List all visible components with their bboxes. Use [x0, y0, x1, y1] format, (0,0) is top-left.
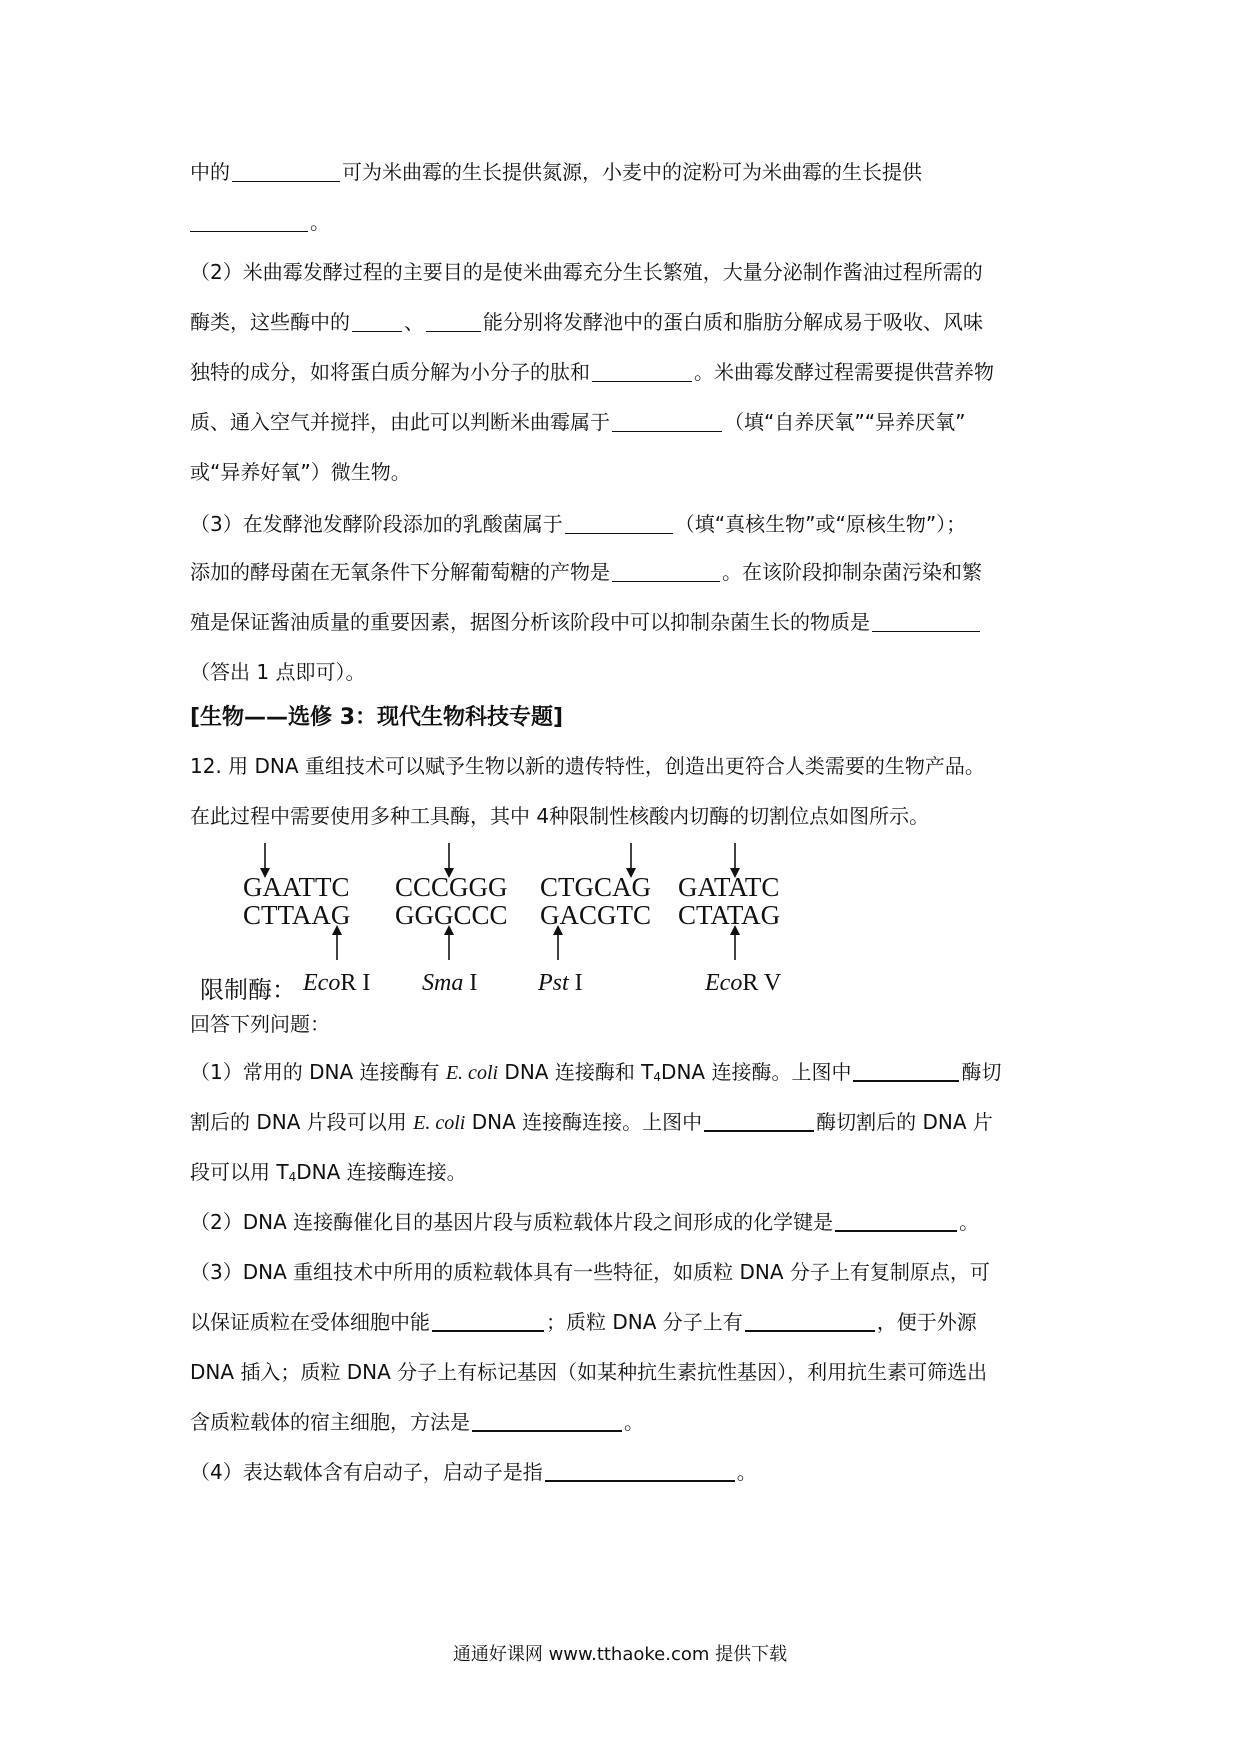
- text-line: [190, 1358, 987, 1386]
- answer-blank[interactable]: [853, 1060, 959, 1082]
- text: 能分别将发酵池中的蛋白质和脂肪分解成易于吸收、风味: [483, 310, 983, 334]
- section-heading: [生物——选修 3：现代生物科技专题]: [190, 705, 564, 730]
- text: 割后的 DNA 片段可以用: [190, 1110, 414, 1134]
- answer-blank[interactable]: [472, 1410, 622, 1432]
- text: （3）DNA 重组技术中所用的质粒载体具有一些特征，如质粒 DNA 分子上有复制原点，可: [190, 1260, 990, 1284]
- text: 独特的成分，如将蛋白质分解为小分子的肽和: [190, 360, 590, 384]
- top-strand-seq: CTGCAG: [540, 872, 652, 902]
- text: 酶切: [961, 1060, 1002, 1084]
- answer-blank[interactable]: [704, 1110, 814, 1132]
- enzyme-name: [538, 970, 583, 997]
- enzyme-name: [422, 970, 477, 997]
- text: 。米曲霉发酵过程需要提供营养物: [694, 360, 994, 384]
- enzyme-rest: I: [568, 970, 583, 996]
- text: 殖是保证酱油质量的重要因素，据图分析该阶段中可以抑制杂菌生长的物质是: [190, 610, 870, 634]
- bottom-strand-seq: GGGCCC: [395, 900, 508, 930]
- enzyme-rest: R I: [340, 970, 371, 996]
- text: （填“自养厌氧”“异养厌氧”: [724, 410, 966, 434]
- text: DNA 连接酶连接。: [296, 1160, 467, 1184]
- subscript: 4: [653, 1070, 662, 1084]
- enzyme-italic: Pst: [538, 970, 569, 996]
- text: DNA 插入；质粒 DNA 分子上有标记基因（如某种抗生素抗性基因），利用抗生素可筛选出: [190, 1360, 988, 1384]
- text: 可为米曲霉的生长提供氮源，小麦中的淀粉可为米曲霉的生长提供: [342, 160, 922, 184]
- text: （填“真核生物”或“原核生物”）；: [674, 512, 967, 536]
- text-line: [190, 1308, 977, 1336]
- text: 或“异养好氧”）微生物。: [190, 460, 411, 484]
- text-line: [190, 1208, 979, 1236]
- text: ，便于外源: [876, 1310, 977, 1334]
- text: （答出 1 点即可）。: [190, 660, 366, 684]
- text: 。: [310, 210, 330, 234]
- text: 含质粒载体的宿主细胞，方法是: [190, 1410, 470, 1434]
- answer-blank[interactable]: [432, 1310, 544, 1332]
- answer-blank[interactable]: [545, 1460, 735, 1482]
- enzyme-rest: I: [463, 970, 478, 996]
- text: 。: [736, 1460, 757, 1484]
- text-line: [190, 1158, 467, 1191]
- bottom-strand-seq: CTATAG: [678, 900, 781, 930]
- enzyme-italic: Eco: [303, 970, 341, 996]
- text: （1）常用的 DNA 连接酶有: [190, 1060, 446, 1084]
- text: 添加的酵母菌在无氧条件下分解葡萄糖的产物是: [190, 560, 610, 584]
- species-name: E. coli: [413, 1112, 466, 1134]
- text: 回答下列问题：: [190, 1012, 330, 1036]
- text: 酶类，这些酶中的: [190, 310, 350, 334]
- top-strand-seq: GAATTC: [243, 872, 350, 902]
- text: DNA 连接酶。上图中: [661, 1060, 852, 1084]
- enzyme-italic: Eco: [705, 970, 743, 996]
- bottom-strand-seq: GACGTC: [540, 900, 652, 930]
- enzyme-name: [303, 970, 370, 997]
- text: （2）DNA 连接酶催化目的基因片段与质粒载体片段之间形成的化学键是: [190, 1210, 834, 1234]
- species-name: E. coli: [445, 1062, 499, 1084]
- text: （3）在发酵池发酵阶段添加的乳酸菌属于: [190, 512, 563, 536]
- text: 12. 用 DNA 重组技术可以赋予生物以新的遗传特性，创造出更符合人类需要的生物产品。: [190, 754, 985, 778]
- answer-blank[interactable]: [745, 1310, 875, 1332]
- text: （2）米曲霉发酵过程的主要目的是使米曲霉充分生长繁殖，大量分泌制作酱油过程所需的: [190, 260, 983, 284]
- text-line: [190, 1258, 990, 1286]
- text: 以保证质粒在受体细胞中能: [190, 1310, 430, 1334]
- bottom-strand-seq: CTTAAG: [243, 900, 351, 930]
- text: 中的: [190, 160, 230, 184]
- text: DNA 连接酶和 T: [498, 1060, 654, 1084]
- subscript: 4: [288, 1170, 297, 1184]
- top-strand-seq: CCCGGG: [395, 872, 508, 902]
- answer-blank[interactable]: [835, 1210, 957, 1232]
- text: （4）表达载体含有启动子，启动子是指: [190, 1460, 543, 1484]
- top-strand-seq: GATATC: [678, 872, 780, 902]
- text: DNA 连接酶连接。上图中: [465, 1110, 703, 1134]
- text-line: [190, 1408, 644, 1436]
- text-line: [190, 1010, 330, 1038]
- text: ；质粒 DNA 分子上有: [546, 1310, 743, 1334]
- enzyme-italic: Sma: [422, 970, 464, 996]
- text: 在此过程中需要使用多种工具酶，其中 4种限制性核酸内切酶的切割位点如图所示。: [190, 804, 930, 828]
- text: 段可以用 T: [190, 1160, 289, 1184]
- text-line: [190, 1108, 993, 1137]
- text: 酶切割后的 DNA 片: [816, 1110, 993, 1134]
- text: 、: [404, 310, 424, 334]
- enzyme-rest: R V: [742, 970, 782, 996]
- text: 。: [959, 1210, 980, 1234]
- text: 。在该阶段抑制杂菌污染和繁: [722, 560, 982, 584]
- text: 质、通入空气并搅拌，由此可以判断米曲霉属于: [190, 410, 610, 434]
- text: 。: [624, 1410, 644, 1434]
- text-line: [190, 1058, 1001, 1091]
- enzyme-label-prefix: 限制酶：: [200, 976, 296, 1004]
- enzyme-name: [705, 970, 781, 997]
- text-line: [190, 1458, 757, 1486]
- page-footer: 通通好课网 www.tthaoke.com 提供下载: [452, 1644, 788, 1665]
